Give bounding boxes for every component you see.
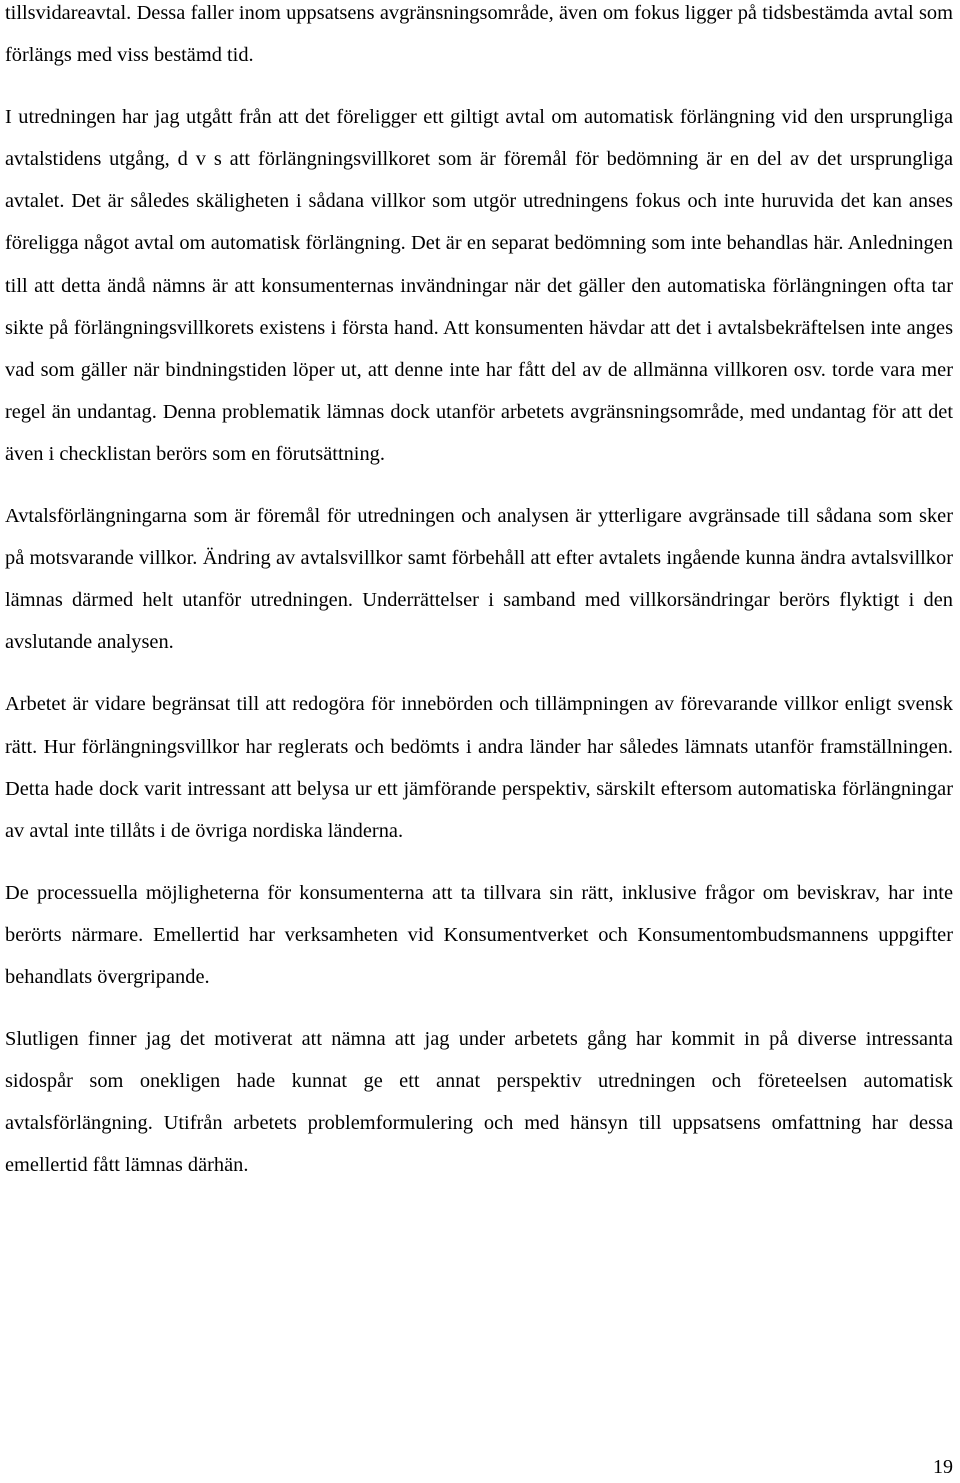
paragraph-5: De processuella möjligheterna för konsumenterna att ta tillvara sin rätt, inklusive frågor om beviskrav, har inte berörts närmare. Emellertid har verksamheten vid Konsumentverket och Konsumentombudsmannens uppgifter behandlats övergripande. xyxy=(5,881,953,988)
paragraph-4: Arbetet är vidare begränsat till att redogöra för innebörden och tillämpningen av förevarande villkor enligt svensk rätt. Hur förlängningsvillkor har reglerats och bedömts i andra länder har således lämnats utanför framställningen. Detta hade dock varit intressant att belysa ur ett jämförande perspektiv, särskilt eftersom automatiska förlängningar av avtal inte tillåts i de övriga nordiska länderna. xyxy=(5,693,953,842)
paragraph-6: Slutligen finner jag det motiverat att nämna att jag under arbetets gång har kommit in på diverse intressanta sidospår som onekligen hade kunnat ge ett annat perspektiv utredningen och företeelsen automatisk avtalsförlängning. Utifrån arbetets problemformulering och med hänsyn till uppsatsens omfattning har dessa emellertid fått lämnas därhän. xyxy=(5,1028,953,1177)
paragraph-3: Avtalsförlängningarna som är föremål för utredningen och analysen är ytterligare avgränsade till sådana som sker på motsvarande villkor. Ändring av avtalsvillkor samt förbehåll att efter avtalets ingående kunna ändra avtalsvillkor lämnas därmed helt utanför utredningen. Underrättelser i samband med villkorsändringar berörs flyktigt i den avslutande analysen. xyxy=(5,505,953,654)
document-page xyxy=(5,0,953,1206)
page-number: 19 xyxy=(933,1456,953,1478)
paragraph-1: tillsvidareavtal. Dessa faller inom uppsatsens avgränsningsområde, även om fokus ligger på tidsbestämda avtal som förlängs med viss bestämd tid. xyxy=(5,2,953,67)
paragraph-2: I utredningen har jag utgått från att det föreligger ett giltigt avtal om automatisk förlängning vid den ursprungliga avtalstidens utgång, d v s att förlängningsvillkoret som är föremål för bedömning är en del av det ursprungliga avtalet. Det är således skäligheten i sådana villkor som utgör utredningens fokus och inte huruvida det kan anses föreligga något avtal om automatisk förlängning. Det är en separat bedömning som inte behandlas här. Anledningen till att detta ändå nämns är att konsumenternas invändningar när det gäller den automatiska förlängningen ofta tar sikte på förlängningsvillkorets existens i första hand. Att konsumenten hävdar att det i avtalsbekräftelsen inte anges vad som gäller när bindningstiden löper ut, att denne inte har fått del av de allmänna villkoren osv. torde vara mer regel än undantag. Denna problematik lämnas dock utanför arbetets avgränsningsområde, med undantag för att det även i checklistan berörs som en förutsättning. xyxy=(5,106,953,465)
